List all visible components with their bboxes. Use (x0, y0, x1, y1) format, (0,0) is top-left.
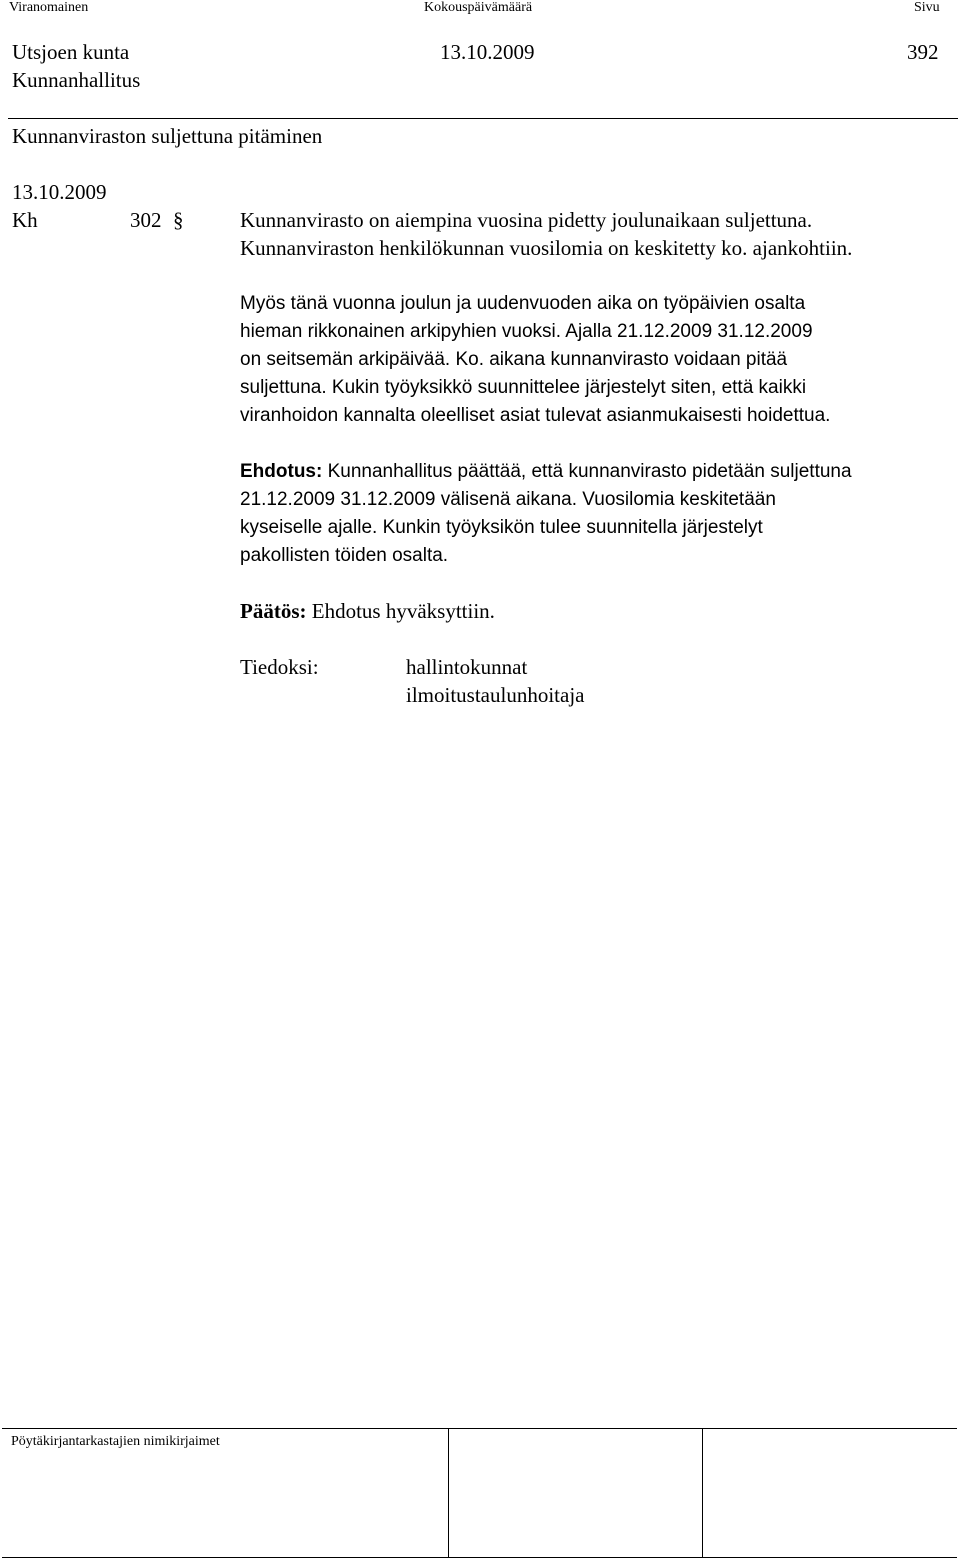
section-symbol: § (173, 208, 184, 232)
signatures-label: Pöytäkirjantarkastajien nimikirjaimet (11, 1434, 220, 1449)
authority-body: Kunnanhallitus (12, 68, 141, 92)
signature-divider (448, 1429, 449, 1557)
proposal-line: kyseiselle ajalle. Kunkin työyksikön tulee suunnitella järjestelyt (240, 517, 763, 538)
header-page-label: Sivu (914, 0, 940, 15)
paragraph-line: on seitsemän arkipäivää. Ko. aikana kunnanvirasto voidaan pitää (240, 349, 788, 370)
paragraph-line: suljettuna. Kukin työyksikkö suunnittelee järjestelyt siten, että kaikki (240, 377, 807, 398)
decision-text: Ehdotus hyväksyttiin. (306, 599, 495, 623)
decision-line (240, 597, 495, 625)
proposal-paragraph (240, 458, 852, 570)
info-recipient: hallintokunnat (406, 655, 528, 679)
section-number: 302 (130, 208, 162, 232)
paragraph-line: Myös tänä vuonna joulun ja uudenvuoden aika on työpäivien osalta (240, 293, 806, 314)
meeting-date: 13.10.2009 (440, 40, 535, 64)
proposal-line: Ehdotus: Kunnanhallitus päättää, että kunnanvirasto pidetään suljettuna (240, 461, 852, 482)
signature-divider (702, 1429, 703, 1557)
paragraph-line: viranhoidon kannalta oleelliset asiat tulevat asianmukaisesti hoidettua. (240, 405, 831, 426)
header-date-label: Kokouspäivämäärä (424, 0, 533, 15)
background-paragraph (240, 290, 830, 430)
info-label: Tiedoksi: (240, 655, 319, 679)
proposal-label: Ehdotus: (240, 461, 323, 482)
intro-line: Kunnanviraston henkilökunnan vuosilomia on keskitetty ko. ajankohtiin. (240, 236, 853, 260)
item-title: Kunnanviraston suljettuna pitäminen (12, 124, 323, 148)
signature-box (2, 1428, 957, 1558)
section-prefix: Kh (12, 208, 38, 232)
info-recipient: ilmoitustaulunhoitaja (406, 683, 585, 707)
proposal-line: 21.12.2009 31.12.2009 välisenä aikana. Vuosilomia keskitetään (240, 489, 776, 510)
page-number: 392 (907, 40, 939, 64)
header-authority-label: Viranomainen (9, 0, 89, 15)
decision-label: Päätös: (240, 599, 307, 623)
header-divider (8, 118, 958, 119)
paragraph-line: hieman rikkonainen arkipyhien vuoksi. Ajalla 21.12.2009 31.12.2009 (240, 321, 813, 342)
intro-line: Kunnanvirasto on aiempina vuosina pidetty joulunaikaan suljettuna. (240, 208, 813, 232)
item-date: 13.10.2009 (12, 180, 107, 204)
authority-name: Utsjoen kunta (12, 40, 130, 64)
proposal-line: pakollisten töiden osalta. (240, 545, 449, 566)
